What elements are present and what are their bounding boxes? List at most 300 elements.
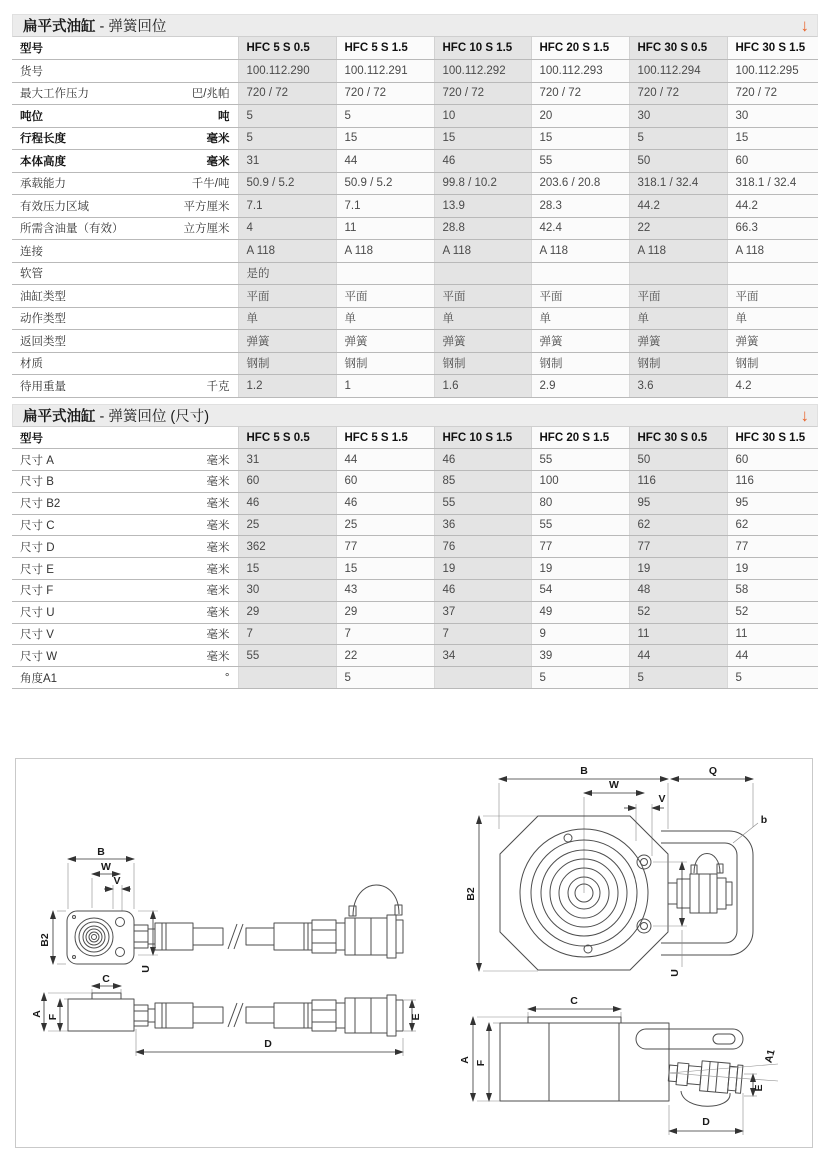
row-label: 尺寸 V: [20, 629, 54, 642]
cell-value: 单: [336, 307, 434, 330]
row-label: 材质: [20, 358, 43, 371]
cell-value: 13.9: [434, 195, 531, 218]
row-unit: 千牛/吨: [191, 178, 230, 191]
row-label: 尺寸 B: [20, 476, 54, 489]
cell-value: A 118: [336, 240, 434, 263]
cell-value: 4: [238, 217, 336, 240]
drawing-small-cylinder-side-view: [31, 973, 422, 1056]
cell-value: 44: [629, 645, 727, 667]
table2-title: [23, 405, 209, 426]
dim-label-V: V: [658, 793, 666, 805]
model-header: HFC 5 S 1.5: [336, 37, 434, 60]
cell-value: 1: [336, 375, 434, 398]
cell-value: 77: [629, 536, 727, 558]
cell-value: 28.8: [434, 217, 531, 240]
row-label: 连接: [20, 245, 43, 258]
dim-label-B: B: [97, 846, 105, 858]
cell-value: 58: [727, 580, 818, 602]
cell-value: 7.1: [238, 195, 336, 218]
cell-value: 15: [531, 127, 629, 150]
cell-value: 平面: [531, 285, 629, 308]
cell-value: 单: [238, 307, 336, 330]
cell-value: A 118: [238, 240, 336, 263]
table2-title-rest: - 弹簧回位 (尺寸): [95, 409, 210, 425]
model-header: HFC 30 S 0.5: [629, 427, 727, 449]
table-row: [12, 471, 818, 493]
row-label: 返回类型: [20, 335, 66, 348]
cell-value: 80: [531, 492, 629, 514]
cell-value: 钢制: [531, 352, 629, 375]
row-label: 承载能力: [20, 178, 66, 191]
row-label-cell: [12, 172, 238, 195]
cell-value: 弹簧: [531, 330, 629, 353]
row-label: 有效压力区域: [20, 200, 89, 213]
table-row: [12, 195, 818, 218]
dimensions-table: [12, 427, 818, 689]
model-header: HFC 10 S 1.5: [434, 427, 531, 449]
row-unit: 吨: [218, 110, 230, 123]
cell-value: 720 / 72: [531, 82, 629, 105]
cell-value: 15: [727, 127, 818, 150]
cell-value: 7.1: [336, 195, 434, 218]
row-unit: 毫米: [206, 133, 230, 146]
drawing-small-cylinder-top-view: [39, 846, 403, 973]
cell-value: 弹簧: [434, 330, 531, 353]
cell-value: 30: [629, 105, 727, 128]
row-unit: 毫米: [206, 541, 230, 554]
cell-value: 46: [434, 449, 531, 471]
table-row: [12, 82, 818, 105]
dim-label-V: V: [113, 875, 121, 887]
table-row: [12, 645, 818, 667]
row-label-cell: [12, 195, 238, 218]
dim-label-B: B: [580, 765, 588, 777]
cell-value: 60: [336, 471, 434, 493]
cell-value: 60: [727, 449, 818, 471]
row-label-cell: [12, 330, 238, 353]
cell-value: 5: [238, 127, 336, 150]
cell-value: 钢制: [434, 352, 531, 375]
cell-value: 55: [531, 150, 629, 173]
cell-value: [238, 667, 336, 689]
cell-value: 1.2: [238, 375, 336, 398]
cell-value: A 118: [629, 240, 727, 263]
cell-value: 15: [434, 127, 531, 150]
down-arrow-icon[interactable]: ↓: [800, 406, 809, 425]
row-label: 尺寸 A: [20, 454, 54, 467]
handle-callout-label: b: [760, 814, 768, 826]
cell-value: 11: [336, 217, 434, 240]
cell-value: 单: [531, 307, 629, 330]
dim-label-U: U: [669, 969, 681, 977]
dim-label-E: E: [410, 1013, 422, 1021]
cell-value: 44.2: [629, 195, 727, 218]
cell-value: 43: [336, 580, 434, 602]
cell-value: 25: [238, 514, 336, 536]
down-arrow-icon[interactable]: ↓: [800, 16, 809, 35]
cell-value: 30: [727, 105, 818, 128]
cell-value: 85: [434, 471, 531, 493]
cell-value: 5: [727, 667, 818, 689]
table-row: [12, 127, 818, 150]
cell-value: 19: [727, 558, 818, 580]
cell-value: 46: [434, 150, 531, 173]
dim-label-W: W: [609, 779, 619, 791]
cell-value: 平面: [434, 285, 531, 308]
cell-value: 48: [629, 580, 727, 602]
cell-value: 95: [629, 492, 727, 514]
row-label: 尺寸 C: [20, 520, 55, 533]
table-row: [12, 449, 818, 471]
cell-value: 720 / 72: [727, 82, 818, 105]
drawing-large-cylinder-side-view: [459, 995, 778, 1135]
row-label-cell: [12, 558, 238, 580]
dim-label-D: D: [264, 1038, 272, 1050]
cell-value: 19: [629, 558, 727, 580]
model-header: HFC 30 S 1.5: [727, 37, 818, 60]
dim-label-D: D: [702, 1116, 710, 1128]
row-unit: 毫米: [206, 454, 230, 467]
table-row: [12, 240, 818, 263]
cell-value: 50.9 / 5.2: [336, 172, 434, 195]
model-header: HFC 5 S 0.5: [238, 427, 336, 449]
cell-value: 30: [238, 580, 336, 602]
cell-value: 55: [531, 514, 629, 536]
table1-title-rest: - 弹簧回位: [95, 19, 167, 35]
cell-value: 720 / 72: [336, 82, 434, 105]
cell-value: 62: [727, 514, 818, 536]
cell-value: 100: [531, 471, 629, 493]
row-unit: 立方厘米: [183, 223, 230, 236]
cell-value: 362: [238, 536, 336, 558]
cell-value: [629, 262, 727, 285]
cell-value: 100.112.290: [238, 60, 336, 83]
row-unit: 毫米: [206, 607, 230, 620]
cell-value: 31: [238, 449, 336, 471]
cell-value: 55: [531, 449, 629, 471]
cell-value: 95: [727, 492, 818, 514]
row-label-cell: [12, 514, 238, 536]
row-label-cell: [12, 127, 238, 150]
row-label-cell: [12, 623, 238, 645]
cell-value: 5: [531, 667, 629, 689]
table-row: [12, 105, 818, 128]
cell-value: 钢制: [238, 352, 336, 375]
dim-label-F: F: [47, 1013, 59, 1021]
cell-value: 7: [434, 623, 531, 645]
row-label-cell: [12, 449, 238, 471]
cell-value: 36: [434, 514, 531, 536]
row-label-cell: [12, 667, 238, 689]
row-label-cell: [12, 262, 238, 285]
cell-value: 62: [629, 514, 727, 536]
row-unit: 毫米: [206, 650, 230, 663]
dim-label-C: C: [570, 995, 578, 1007]
cell-value: 42.4: [531, 217, 629, 240]
cell-value: 单: [434, 307, 531, 330]
cell-value: 7: [238, 623, 336, 645]
cell-value: 弹簧: [238, 330, 336, 353]
row-label-cell: [12, 375, 238, 398]
table-row: [12, 217, 818, 240]
model-header: HFC 30 S 1.5: [727, 427, 818, 449]
dim-label-W: W: [101, 861, 111, 873]
dim-label-B2: B2: [39, 933, 51, 947]
cell-value: 15: [336, 127, 434, 150]
table-row: [12, 262, 818, 285]
table-row: [12, 536, 818, 558]
cell-value: [434, 667, 531, 689]
cell-value: 50: [629, 150, 727, 173]
dim-label-B2: B2: [465, 887, 477, 901]
row-label-cell: [12, 307, 238, 330]
row-label-cell: [12, 536, 238, 558]
cell-value: 55: [434, 492, 531, 514]
cell-value: 29: [238, 601, 336, 623]
cell-value: 5: [238, 105, 336, 128]
cell-value: 50.9 / 5.2: [238, 172, 336, 195]
row-unit: 巴/兆帕: [191, 88, 230, 101]
cell-value: 44: [336, 449, 434, 471]
cell-value: 39: [531, 645, 629, 667]
row-label: 软管: [20, 268, 43, 281]
cell-value: 100.112.294: [629, 60, 727, 83]
cell-value: 34: [434, 645, 531, 667]
dim-label-Q: Q: [708, 765, 718, 777]
dim-label-C: C: [102, 973, 110, 985]
cell-value: 77: [727, 536, 818, 558]
cell-value: 5: [629, 667, 727, 689]
cell-value: 5: [629, 127, 727, 150]
row-unit: 毫米: [206, 476, 230, 489]
cell-value: 44: [336, 150, 434, 173]
cell-value: 弹簧: [336, 330, 434, 353]
cell-value: 19: [531, 558, 629, 580]
cell-value: A 118: [727, 240, 818, 263]
table-row: [12, 330, 818, 353]
dimensions-table-section: [12, 404, 818, 689]
table-row: [12, 172, 818, 195]
spec-table-section: [12, 14, 818, 398]
dim-label-E: E: [753, 1084, 765, 1092]
cell-value: 钢制: [629, 352, 727, 375]
cell-value: 77: [336, 536, 434, 558]
cell-value: 5: [336, 667, 434, 689]
row-label-cell: [12, 471, 238, 493]
row-label-cell: [12, 217, 238, 240]
cell-value: [336, 262, 434, 285]
technical-drawing: [16, 759, 812, 1147]
model-header: HFC 20 S 1.5: [531, 37, 629, 60]
cell-value: 50: [629, 449, 727, 471]
cell-value: 3.6: [629, 375, 727, 398]
row-label: 最大工作压力: [20, 88, 89, 101]
cell-value: A 118: [531, 240, 629, 263]
cell-value: 720 / 72: [238, 82, 336, 105]
table-row: [12, 60, 818, 83]
row-label: 行程长度: [20, 133, 66, 146]
row-label-cell: [12, 352, 238, 375]
row-label: 所需含油量（有效）: [20, 223, 124, 236]
model-column-header: 型号: [12, 37, 238, 60]
model-header: HFC 20 S 1.5: [531, 427, 629, 449]
row-unit: 毫米: [206, 629, 230, 642]
cell-value: 203.6 / 20.8: [531, 172, 629, 195]
row-unit: °: [224, 671, 230, 684]
cell-value: 11: [629, 623, 727, 645]
cell-value: 20: [531, 105, 629, 128]
cell-value: 76: [434, 536, 531, 558]
cell-value: 15: [238, 558, 336, 580]
cell-value: 22: [336, 645, 434, 667]
cell-value: 60: [238, 471, 336, 493]
row-label-cell: [12, 105, 238, 128]
cell-value: 100.112.293: [531, 60, 629, 83]
cell-value: 19: [434, 558, 531, 580]
cell-value: 116: [629, 471, 727, 493]
cell-value: 22: [629, 217, 727, 240]
cell-value: 1.6: [434, 375, 531, 398]
cell-value: 平面: [727, 285, 818, 308]
cell-value: 弹簧: [727, 330, 818, 353]
cell-value: 100.112.295: [727, 60, 818, 83]
cell-value: 25: [336, 514, 434, 536]
cell-value: 66.3: [727, 217, 818, 240]
cell-value: 720 / 72: [629, 82, 727, 105]
table1-title-bold: 扁平式油缸: [23, 19, 96, 35]
cell-value: 11: [727, 623, 818, 645]
table-row: [12, 150, 818, 173]
row-label: 尺寸 B2: [20, 498, 61, 511]
cell-value: A 118: [434, 240, 531, 263]
cell-value: 44.2: [727, 195, 818, 218]
cell-value: 5: [336, 105, 434, 128]
cell-value: 15: [336, 558, 434, 580]
row-label-cell: [12, 645, 238, 667]
cell-value: 100.112.291: [336, 60, 434, 83]
cell-value: 44: [727, 645, 818, 667]
cell-value: 弹簧: [629, 330, 727, 353]
dim-label-F: F: [475, 1059, 487, 1067]
row-unit: 平方厘米: [183, 200, 230, 213]
model-header: HFC 5 S 1.5: [336, 427, 434, 449]
cell-value: 52: [727, 601, 818, 623]
dim-label-A: A: [459, 1056, 471, 1064]
cell-value: 10: [434, 105, 531, 128]
row-label: 尺寸 U: [20, 607, 55, 620]
table1-title-bar: [12, 14, 818, 37]
row-label-cell: [12, 601, 238, 623]
row-unit: 毫米: [206, 520, 230, 533]
dim-label-U: U: [140, 965, 152, 973]
cell-value: 37: [434, 601, 531, 623]
cell-value: 100.112.292: [434, 60, 531, 83]
dim-label-A1: A1: [762, 1048, 778, 1065]
cell-value: 116: [727, 471, 818, 493]
table-row: [12, 623, 818, 645]
row-label: 货号: [20, 65, 43, 78]
technical-drawing-panel: [15, 758, 813, 1148]
cell-value: [727, 262, 818, 285]
row-label: 角度A1: [20, 672, 58, 685]
cell-value: 平面: [336, 285, 434, 308]
row-unit: 毫米: [206, 585, 230, 598]
cell-value: 7: [336, 623, 434, 645]
row-unit: 千克: [206, 380, 230, 393]
row-label: 尺寸 F: [20, 585, 54, 598]
row-label: 本体高度: [20, 155, 66, 168]
cell-value: 54: [531, 580, 629, 602]
row-label: 油缸类型: [20, 290, 66, 303]
cell-value: 单: [727, 307, 818, 330]
model-column-header: 型号: [12, 427, 238, 449]
table-row: [12, 601, 818, 623]
table2-title-bar: [12, 404, 818, 427]
cell-value: 77: [531, 536, 629, 558]
cell-value: 钢制: [336, 352, 434, 375]
cell-value: 318.1 / 32.4: [727, 172, 818, 195]
table-row: [12, 352, 818, 375]
cell-value: 28.3: [531, 195, 629, 218]
row-label: 尺寸 E: [20, 563, 54, 576]
cell-value: 29: [336, 601, 434, 623]
cell-value: 55: [238, 645, 336, 667]
table-row: [12, 667, 818, 689]
table-row: [12, 580, 818, 602]
row-unit: 毫米: [206, 563, 230, 576]
dim-label-A: A: [31, 1010, 43, 1018]
row-label-cell: [12, 580, 238, 602]
cell-value: 平面: [629, 285, 727, 308]
cell-value: 60: [727, 150, 818, 173]
cell-value: [531, 262, 629, 285]
table2-title-bold: 扁平式油缸: [23, 409, 96, 425]
row-label: 吨位: [20, 110, 43, 123]
row-label: 待用重量: [20, 380, 66, 393]
table-row: [12, 375, 818, 398]
table1-title: [23, 15, 166, 36]
cell-value: 4.2: [727, 375, 818, 398]
row-label-cell: [12, 150, 238, 173]
cell-value: 31: [238, 150, 336, 173]
cell-value: 平面: [238, 285, 336, 308]
cell-value: 9: [531, 623, 629, 645]
table-row: [12, 492, 818, 514]
model-header: HFC 5 S 0.5: [238, 37, 336, 60]
row-label: 尺寸 D: [20, 541, 55, 554]
cell-value: 46: [336, 492, 434, 514]
cell-value: 99.8 / 10.2: [434, 172, 531, 195]
cell-value: 钢制: [727, 352, 818, 375]
table-row: [12, 307, 818, 330]
row-label: 动作类型: [20, 313, 66, 326]
cell-value: 52: [629, 601, 727, 623]
row-label-cell: [12, 492, 238, 514]
cell-value: 单: [629, 307, 727, 330]
drawing-large-cylinder-top-view: [465, 765, 767, 977]
row-label-cell: [12, 285, 238, 308]
cell-value: 46: [238, 492, 336, 514]
row-unit: 毫米: [206, 155, 230, 168]
cell-value: 46: [434, 580, 531, 602]
cell-value: 是的: [238, 262, 336, 285]
cell-value: 49: [531, 601, 629, 623]
row-label: 尺寸 W: [20, 650, 58, 663]
header-row: [12, 427, 818, 449]
cell-value: [434, 262, 531, 285]
row-unit: 毫米: [206, 498, 230, 511]
row-label-cell: [12, 82, 238, 105]
